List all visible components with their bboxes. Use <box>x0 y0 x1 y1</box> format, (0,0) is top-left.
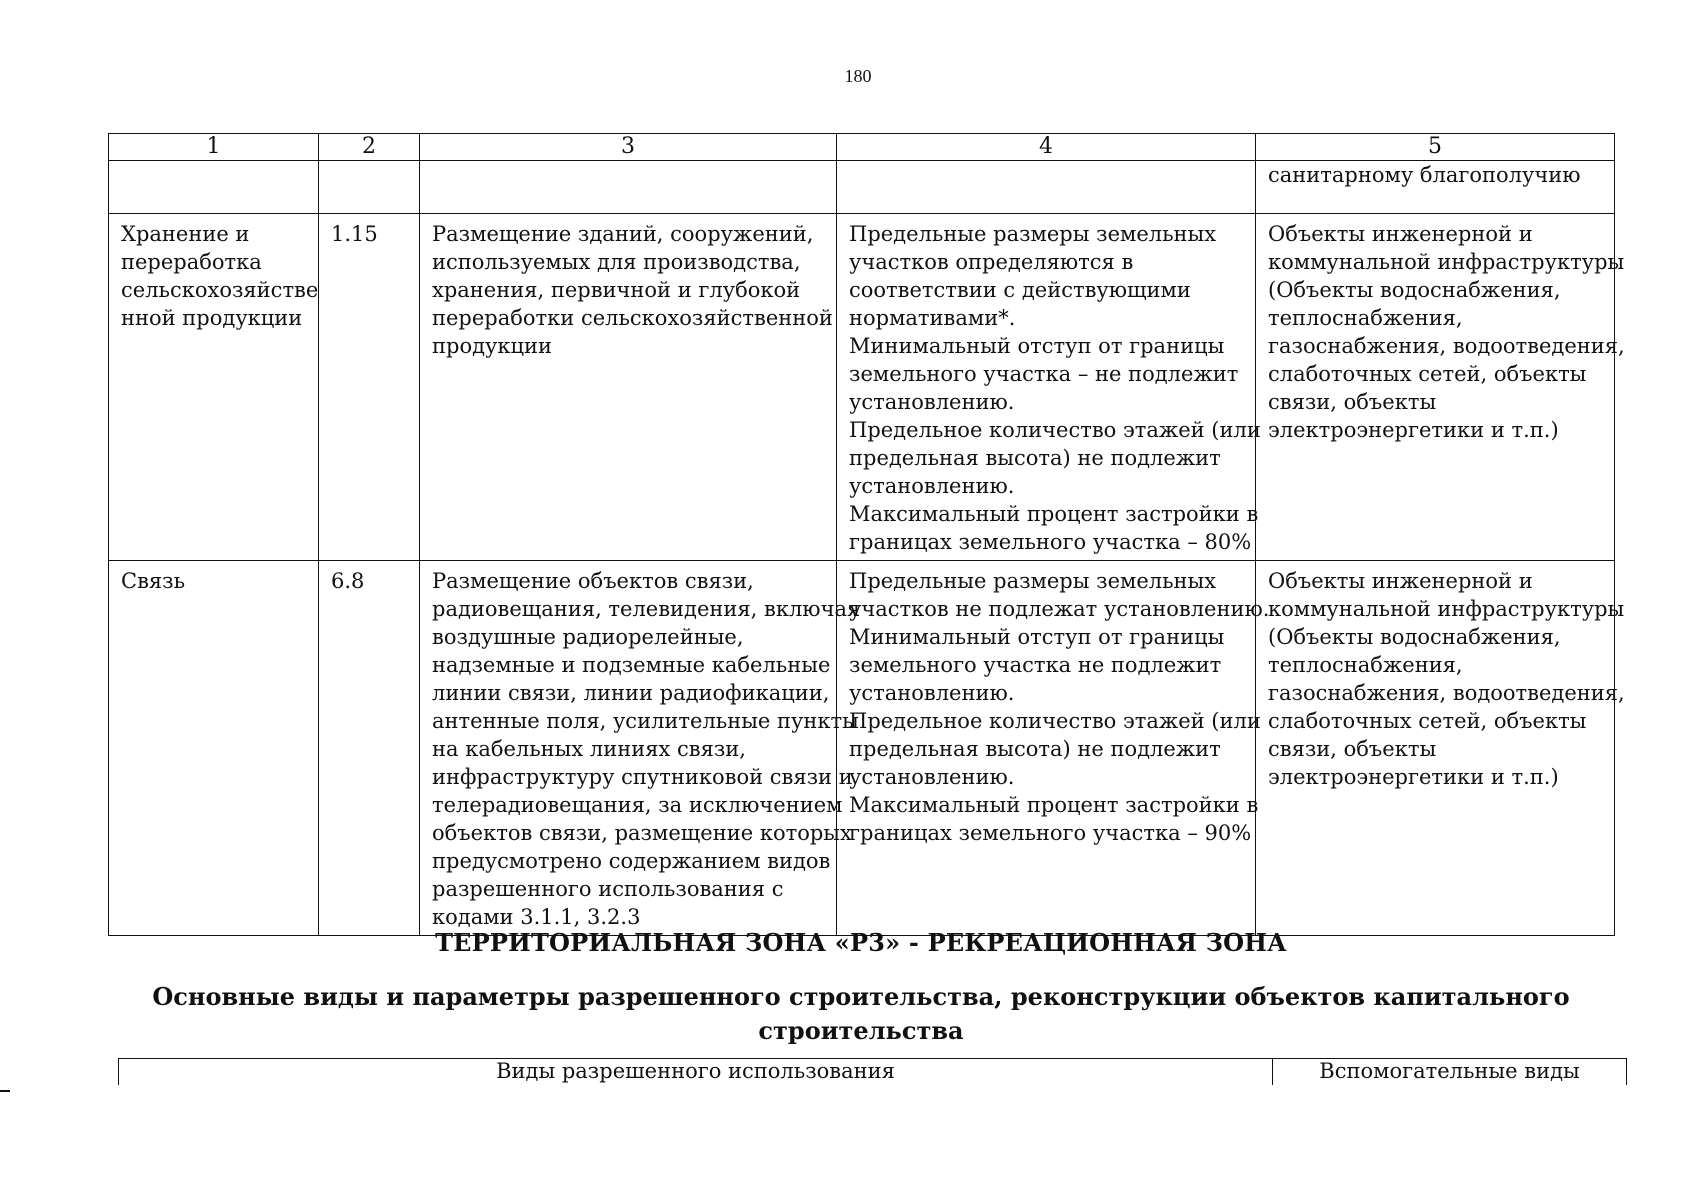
description-line: хранения, первичной и глубокой <box>432 278 801 302</box>
parameters-line: Максимальный процент застройки в <box>849 793 1259 817</box>
auxiliary-line: электроэнергетики и т.п.) <box>1268 765 1559 789</box>
description-line: антенные поля, усилительные пункты <box>432 709 859 733</box>
parameters-line: участков не подлежат установлению. <box>849 597 1270 621</box>
parameters-line: земельного участка не подлежит <box>849 653 1222 677</box>
column-number-5: 5 <box>1256 134 1615 161</box>
use-code-cell: 1.15 <box>319 214 420 561</box>
description-line: объектов связи, размещение которых <box>432 821 852 845</box>
permitted-uses-table <box>118 1058 1627 1085</box>
description-line: на кабельных линиях связи, <box>432 737 746 761</box>
parameters-line: Предельное количество этажей (или <box>849 709 1261 733</box>
auxiliary-line: (Объекты водоснабжения, <box>1268 278 1561 302</box>
auxiliary-line: теплоснабжения, <box>1268 306 1463 330</box>
auxiliary-line: слаботочных сетей, объекты <box>1268 362 1587 386</box>
auxiliary-line: связи, объекты <box>1268 737 1437 761</box>
column-number-4: 4 <box>837 134 1256 161</box>
page-number: 180 <box>844 66 872 86</box>
auxiliary-line: слаботочных сетей, объекты <box>1268 709 1587 733</box>
description-line: разрешенного использования с <box>432 877 784 901</box>
table-header-row <box>119 1059 1627 1086</box>
parameters-cell <box>837 214 1261 561</box>
description-line: линии связи, линии радиофикации, <box>432 681 830 705</box>
use-name-cell <box>109 214 319 561</box>
use-name-cell <box>109 561 319 936</box>
auxiliary-line: Объекты инженерной и <box>1268 569 1533 593</box>
parameters-line: границах земельного участка – 80% <box>849 530 1252 554</box>
description-line: переработки сельскохозяйственной <box>432 306 833 330</box>
margin-mark <box>0 1090 10 1092</box>
parameters-line: установлению. <box>849 765 1015 789</box>
description-line: инфраструктуру спутниковой связи и <box>432 765 853 789</box>
use-code-cell: 6.8 <box>319 561 420 936</box>
description-line: надземные и подземные кабельные <box>432 653 831 677</box>
parameters-line: Предельные размеры земельных <box>849 222 1217 246</box>
parameters-line: Минимальный отступ от границы <box>849 625 1225 649</box>
section-title <box>108 980 1614 1048</box>
description-line: Размещение объектов связи, <box>432 569 754 593</box>
auxiliary-uses-cell <box>1256 214 1625 561</box>
use-name-line: Хранение и <box>121 222 250 246</box>
parameters-line: нормативами*. <box>849 306 1016 330</box>
use-description-cell <box>420 214 837 561</box>
continuation-cell-2 <box>319 161 420 214</box>
continuation-cell-4 <box>837 161 1256 214</box>
auxiliary-line: теплоснабжения, <box>1268 653 1463 677</box>
use-name-line: Связь <box>121 569 186 593</box>
auxiliary-line: газоснабжения, водоотведения, <box>1268 334 1625 358</box>
description-line: кодами 3.1.1, 3.2.3 <box>432 905 641 929</box>
auxiliary-line: (Объекты водоснабжения, <box>1268 625 1561 649</box>
parameters-line: установлению. <box>849 681 1015 705</box>
parameters-line: предельная высота) не подлежит <box>849 446 1221 470</box>
parameters-line: земельного участка – не подлежит <box>849 362 1239 386</box>
auxiliary-uses-cell <box>1256 561 1625 936</box>
use-name-line: переработка <box>121 250 262 274</box>
use-name-line: сельскохозяйстве <box>121 278 319 302</box>
auxiliary-line: электроэнергетики и т.п.) <box>1268 418 1559 442</box>
description-line: предусмотрено содержанием видов <box>432 849 831 873</box>
description-line: продукции <box>432 334 552 358</box>
parameters-line: Максимальный процент застройки в <box>849 502 1259 526</box>
zone-title: ТЕРРИТОРИАЛЬНАЯ ЗОНА «Р3» - РЕКРЕАЦИОННАЯ ЗОНА <box>435 928 1287 957</box>
auxiliary-line: газоснабжения, водоотведения, <box>1268 681 1625 705</box>
column-number-1: 1 <box>109 134 319 161</box>
parameters-line: границах земельного участка – 90% <box>849 821 1252 845</box>
parameters-line: Минимальный отступ от границы <box>849 334 1225 358</box>
column-number-row <box>109 134 1615 161</box>
parameters-line: Предельное количество этажей (или <box>849 418 1261 442</box>
parameters-line: предельная высота) не подлежит <box>849 737 1221 761</box>
table-row <box>109 214 1615 561</box>
parameters-line: участков определяются в <box>849 250 1134 274</box>
land-use-table <box>108 133 1625 936</box>
parameters-line: установлению. <box>849 390 1015 414</box>
parameters-line: соответствии с действующими <box>849 278 1191 302</box>
parameters-line: установлению. <box>849 474 1015 498</box>
continuation-cell-1 <box>109 161 319 214</box>
auxiliary-line: связи, объекты <box>1268 390 1437 414</box>
table-row <box>109 561 1615 936</box>
use-description-cell <box>420 561 861 936</box>
permitted-uses-header: Виды разрешенного использования <box>119 1059 1273 1086</box>
description-line: Размещение зданий, сооружений, <box>432 222 814 246</box>
section-title-line: Основные виды и параметры разрешенного строительства, реконструкции объектов капитального <box>152 982 1570 1011</box>
description-line: используемых для производства, <box>432 250 801 274</box>
use-name-line: нной продукции <box>121 306 303 330</box>
parameters-cell <box>837 561 1270 936</box>
auxiliary-line: Объекты инженерной и <box>1268 222 1533 246</box>
description-line: радиовещания, телевидения, включая <box>432 597 861 621</box>
parameters-line: Предельные размеры земельных <box>849 569 1217 593</box>
section-title-line: строительства <box>758 1016 964 1045</box>
description-line: воздушные радиорелейные, <box>432 625 744 649</box>
description-line: телерадиовещания, за исключением <box>432 793 843 817</box>
continuation-cell-3 <box>420 161 837 214</box>
column-number-2: 2 <box>319 134 420 161</box>
auxiliary-uses-header: Вспомогательные виды <box>1273 1059 1627 1086</box>
continuation-row <box>109 161 1615 214</box>
auxiliary-line: коммунальной инфраструктуры <box>1268 597 1625 621</box>
auxiliary-line: коммунальной инфраструктуры <box>1268 250 1625 274</box>
continuation-cell-5: санитарному благополучию <box>1256 161 1615 214</box>
column-number-3: 3 <box>420 134 837 161</box>
